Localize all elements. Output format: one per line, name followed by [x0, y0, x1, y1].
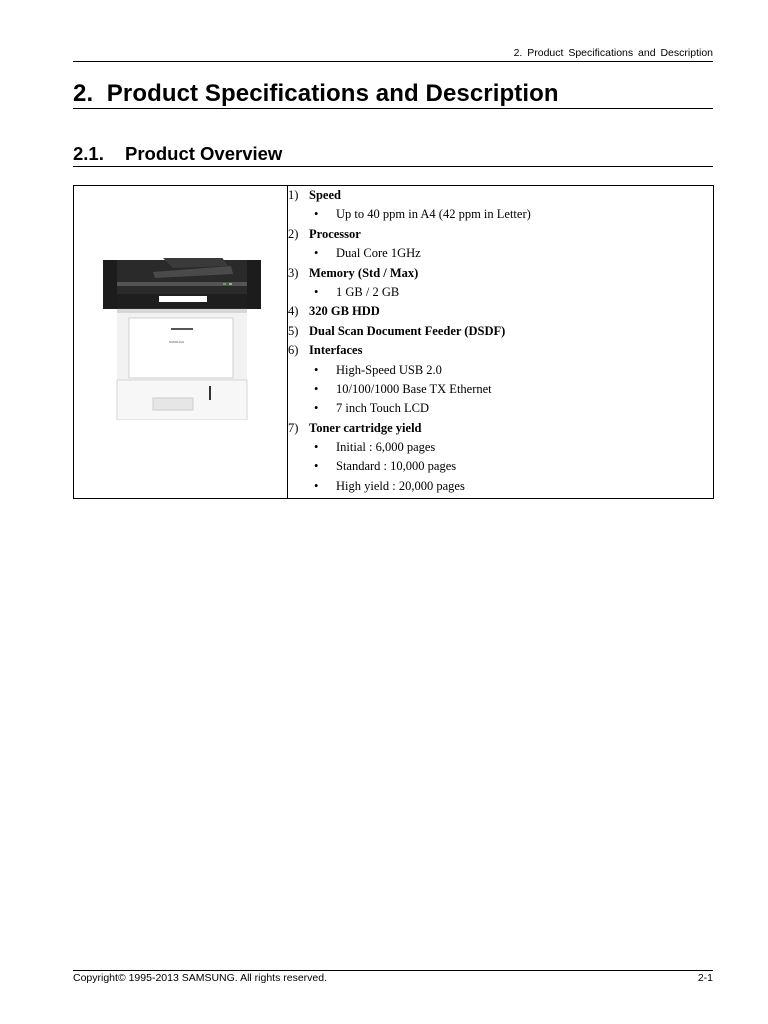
chapter-number: 2. [73, 80, 94, 107]
spec-detail-text: Initial : 6,000 pages [336, 440, 436, 455]
product-image-cell [74, 186, 288, 499]
spec-item [288, 341, 713, 360]
spec-number: 2) [288, 226, 299, 241]
spec-item [288, 322, 713, 341]
bullet-icon: • [314, 440, 319, 455]
spec-number: 5) [288, 323, 299, 338]
specifications-cell [288, 186, 714, 499]
bullet-icon: • [314, 207, 319, 222]
section-title [73, 143, 282, 165]
footer-page-number: 2-1 [697, 972, 713, 984]
spec-detail-text: High yield : 20,000 pages [336, 478, 465, 493]
bullet-icon: • [314, 478, 319, 493]
spec-item [288, 419, 713, 438]
bullet-icon: • [314, 459, 319, 474]
spec-detail [288, 477, 713, 496]
chapter-title-text: Product Specifications and Description [106, 80, 559, 107]
printer-image [103, 258, 261, 420]
spec-item [288, 225, 713, 244]
spec-detail [288, 361, 713, 380]
bullet-icon: • [314, 401, 319, 416]
bullet-icon: • [314, 362, 319, 377]
spec-label: Toner cartridge yield [309, 420, 422, 435]
spec-detail-text: Up to 40 ppm in A4 (42 ppm in Letter) [336, 207, 531, 222]
spec-detail [288, 205, 713, 224]
spec-detail-text: 10/100/1000 Base TX Ethernet [336, 381, 492, 396]
printer-brand-label: SAMSUNG [169, 340, 185, 344]
running-header: 2. Product Specifications and Description [513, 47, 713, 59]
spec-detail [288, 438, 713, 457]
spec-number: 3) [288, 265, 299, 280]
spec-label: Processor [309, 226, 361, 241]
spec-detail [288, 380, 713, 399]
spec-number: 7) [288, 420, 299, 435]
section-rule [73, 166, 713, 167]
spec-list [288, 186, 713, 496]
chapter-title [73, 80, 559, 108]
spec-item [288, 302, 713, 321]
spec-item [288, 186, 713, 205]
spec-detail-text: Standard : 10,000 pages [336, 459, 457, 474]
spec-number: 6) [288, 343, 299, 358]
spec-detail-text: Dual Core 1GHz [336, 246, 421, 261]
footer-copyright: Copyright© 1995-2013 SAMSUNG. All rights reserved. [73, 972, 328, 984]
header-rule [73, 61, 713, 62]
spec-label: Dual Scan Document Feeder (DSDF) [309, 323, 506, 338]
section-title-text: Product Overview [125, 143, 283, 164]
bullet-icon: • [314, 246, 319, 261]
spec-label: Interfaces [309, 343, 363, 358]
footer-rule [73, 970, 713, 971]
spec-detail-text: 7 inch Touch LCD [336, 401, 429, 416]
spec-item [288, 264, 713, 283]
chapter-rule [73, 108, 713, 109]
spec-detail-text: High-Speed USB 2.0 [336, 362, 442, 377]
section-number: 2.1. [73, 143, 104, 164]
spec-detail [288, 244, 713, 263]
spec-detail-text: 1 GB / 2 GB [336, 284, 400, 299]
product-overview-table [73, 185, 714, 499]
bullet-icon: • [314, 284, 319, 299]
spec-detail [288, 283, 713, 302]
spec-label: Memory (Std / Max) [309, 265, 419, 280]
spec-number: 4) [288, 304, 299, 319]
bullet-icon: • [314, 381, 319, 396]
spec-detail [288, 457, 713, 476]
spec-label: Speed [309, 188, 341, 202]
spec-detail [288, 399, 713, 418]
spec-label: 320 GB HDD [309, 304, 380, 319]
spec-number: 1) [288, 188, 299, 202]
